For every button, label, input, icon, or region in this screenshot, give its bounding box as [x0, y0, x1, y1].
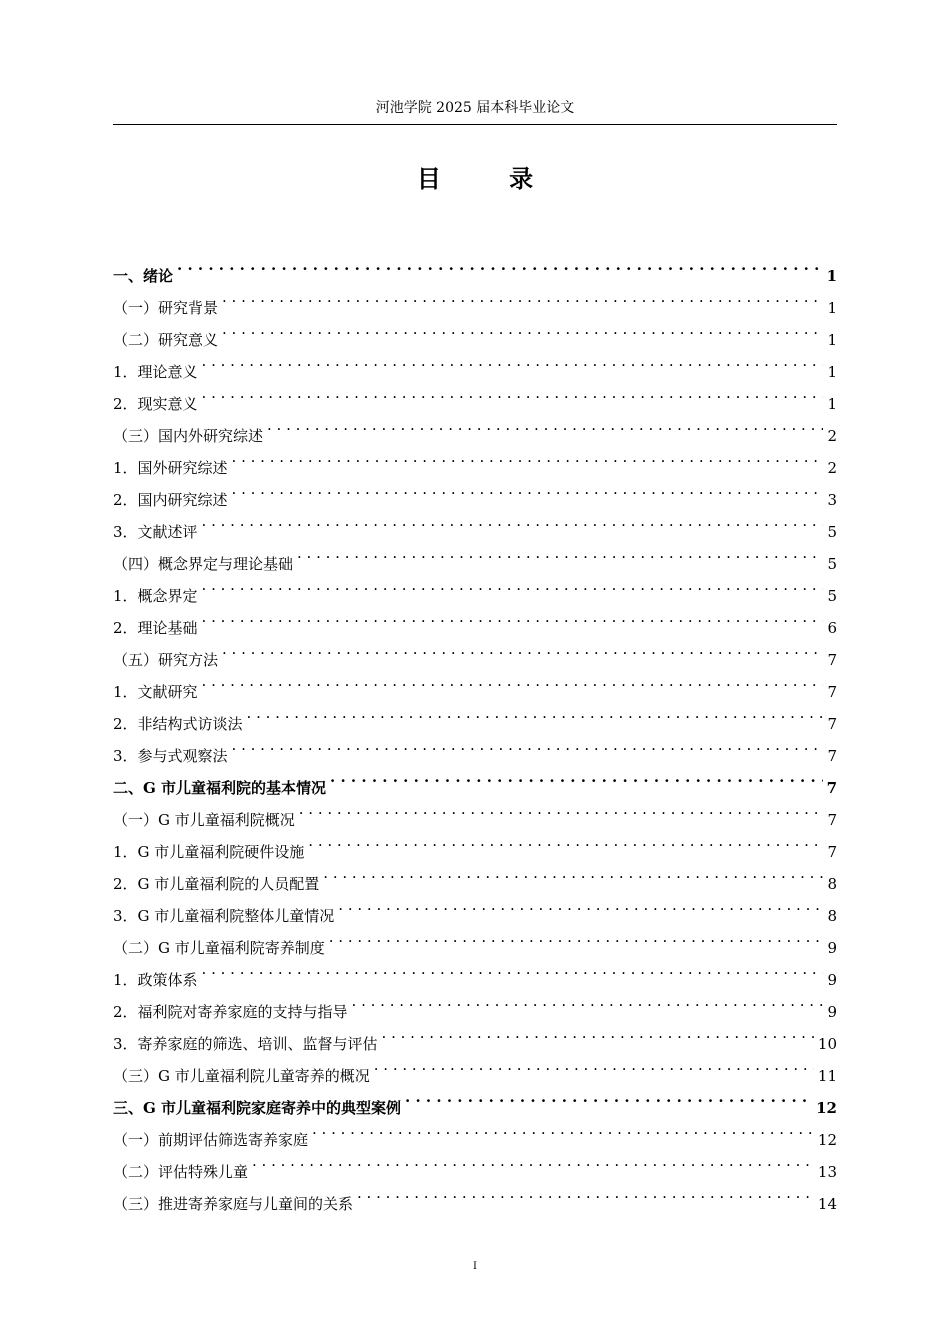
- toc-entry-page: 7: [827, 843, 837, 861]
- toc-list: [113, 249, 837, 1213]
- toc-entry-page: 10: [817, 1035, 837, 1053]
- toc-entry[interactable]: [113, 281, 837, 317]
- toc-dot-leader: [222, 281, 823, 313]
- toc-dot-leader: [357, 1177, 814, 1209]
- toc-entry-page: 7: [827, 683, 837, 701]
- running-header: 河池学院 2025 届本科毕业论文: [375, 100, 575, 116]
- toc-entry-page: 5: [827, 523, 837, 541]
- toc-dot-leader: [247, 697, 824, 729]
- toc-entry-page: 7: [827, 651, 837, 669]
- toc-dot-leader: [202, 377, 824, 409]
- toc-entry[interactable]: [113, 601, 837, 637]
- toc-entry[interactable]: [113, 953, 837, 989]
- toc-entry-page: 9: [827, 971, 837, 989]
- toc-entry-page: 14: [817, 1195, 837, 1213]
- toc-dot-leader: [222, 313, 823, 345]
- toc-dot-leader: [267, 409, 823, 441]
- toc-entry-label: 1．理论意义: [113, 363, 198, 381]
- toc-entry[interactable]: [113, 537, 837, 573]
- toc-dot-leader: [308, 825, 823, 857]
- toc-entry[interactable]: [113, 377, 837, 413]
- toc-entry-label: 3．参与式观察法: [113, 747, 228, 765]
- toc-entry-label: （一）G 市儿童福利院概况: [113, 811, 295, 829]
- toc-entry[interactable]: [113, 505, 837, 541]
- toc-dot-leader: [352, 985, 824, 1017]
- toc-entry-page: 12: [816, 1099, 837, 1117]
- toc-dot-leader: [177, 249, 823, 281]
- toc-entry-page: 12: [817, 1131, 837, 1149]
- toc-entry-label: 2．现实意义: [113, 395, 198, 413]
- toc-entry-page: 1: [827, 363, 837, 381]
- toc-entry-page: 7: [827, 715, 837, 733]
- toc-entry[interactable]: [113, 985, 837, 1021]
- toc-entry[interactable]: [113, 569, 837, 605]
- toc-entry-label: 二、G 市儿童福利院的基本情况: [113, 779, 327, 797]
- toc-entry-page: 1: [826, 267, 837, 285]
- toc-entry-page: 3: [827, 491, 837, 509]
- toc-entry-label: （二）评估特殊儿童: [113, 1163, 249, 1181]
- toc-dot-leader: [382, 1017, 814, 1049]
- toc-entry-label: （二）研究意义: [113, 331, 219, 349]
- page-number: I: [473, 1261, 477, 1272]
- toc-entry-label: 1．政策体系: [113, 971, 198, 989]
- toc-entry-label: 3．寄养家庭的筛选、培训、监督与评估: [113, 1035, 378, 1053]
- toc-dot-leader: [202, 953, 824, 985]
- toc-entry-page: 8: [827, 875, 837, 893]
- toc-dot-leader: [232, 729, 824, 761]
- toc-entry[interactable]: [113, 665, 837, 701]
- toc-entry-label: （五）研究方法: [113, 651, 219, 669]
- toc-entry-label: （二）G 市儿童福利院寄养制度: [113, 939, 325, 957]
- toc-entry[interactable]: [113, 633, 837, 669]
- toc-entry-label: 1．国外研究综述: [113, 459, 228, 477]
- toc-entry[interactable]: [113, 313, 837, 349]
- toc-dot-leader: [202, 569, 824, 601]
- toc-entry-label: 一、绪论: [113, 267, 174, 285]
- toc-title: 目 录: [416, 164, 564, 193]
- toc-entry-page: 13: [817, 1163, 837, 1181]
- toc-dot-leader: [202, 665, 824, 697]
- toc-entry-page: 5: [827, 587, 837, 605]
- toc-entry-label: 3．G 市儿童福利院整体儿童情况: [113, 907, 335, 925]
- toc-entry-label: 2．非结构式访谈法: [113, 715, 243, 733]
- toc-entry-page: 1: [827, 299, 837, 317]
- toc-entry-page: 7: [827, 811, 837, 829]
- toc-entry-label: （一）研究背景: [113, 299, 219, 317]
- toc-entry-label: 2．国内研究综述: [113, 491, 228, 509]
- toc-entry-page: 1: [827, 331, 837, 349]
- toc-dot-leader: [330, 761, 823, 793]
- toc-entry-page: 9: [827, 1003, 837, 1021]
- toc-entry[interactable]: [113, 249, 837, 285]
- toc-dot-leader: [202, 505, 824, 537]
- toc-entry-page: 11: [817, 1067, 837, 1085]
- toc-dot-leader: [202, 601, 824, 633]
- toc-dot-leader: [374, 1049, 814, 1081]
- toc-entry-page: 7: [826, 779, 837, 797]
- toc-dot-leader: [222, 633, 823, 665]
- toc-entry-page: 5: [827, 555, 837, 573]
- toc-entry-label: 2．福利院对寄养家庭的支持与指导: [113, 1003, 348, 1021]
- toc-dot-leader: [312, 1113, 814, 1145]
- toc-entry-label: （三）推进寄养家庭与儿童间的关系: [113, 1195, 354, 1213]
- toc-dot-leader: [297, 537, 823, 569]
- toc-entry-label: （三）G 市儿童福利院儿童寄养的概况: [113, 1067, 370, 1085]
- toc-dot-leader: [299, 793, 824, 825]
- toc-entry-page: 9: [827, 939, 837, 957]
- toc-entry-label: 1．概念界定: [113, 587, 198, 605]
- toc-dot-leader: [338, 889, 823, 921]
- toc-dot-leader: [252, 1145, 814, 1177]
- toc-dot-leader: [202, 345, 824, 377]
- toc-entry-label: 1．文献研究: [113, 683, 198, 701]
- toc-dot-leader: [323, 857, 823, 889]
- header-rule: [113, 124, 837, 125]
- toc-entry-label: 3．文献述评: [113, 523, 198, 541]
- toc-entry-page: 1: [827, 395, 837, 413]
- toc-entry[interactable]: [113, 697, 837, 733]
- toc-entry-page: 8: [827, 907, 837, 925]
- toc-entry-label: （三）国内外研究综述: [113, 427, 264, 445]
- toc-dot-leader: [405, 1081, 812, 1113]
- toc-entry-label: 1．G 市儿童福利院硬件设施: [113, 843, 305, 861]
- toc-entry-page: 2: [827, 459, 837, 477]
- toc-entry-page: 2: [827, 427, 837, 445]
- toc-entry[interactable]: [113, 409, 837, 445]
- toc-entry-label: （四）概念界定与理论基础: [113, 555, 294, 573]
- toc-dot-leader: [232, 441, 824, 473]
- toc-entry[interactable]: [113, 345, 837, 381]
- toc-entry-label: 三、G 市儿童福利院家庭寄养中的典型案例: [113, 1099, 402, 1117]
- toc-dot-leader: [232, 473, 824, 505]
- toc-entry-label: 2．理论基础: [113, 619, 198, 637]
- toc-entry-label: （一）前期评估筛选寄养家庭: [113, 1131, 309, 1149]
- toc-entry-page: 7: [827, 747, 837, 765]
- toc-entry-label: 2．G 市儿童福利院的人员配置: [113, 875, 320, 893]
- toc-entry-page: 6: [827, 619, 837, 637]
- toc-dot-leader: [329, 921, 824, 953]
